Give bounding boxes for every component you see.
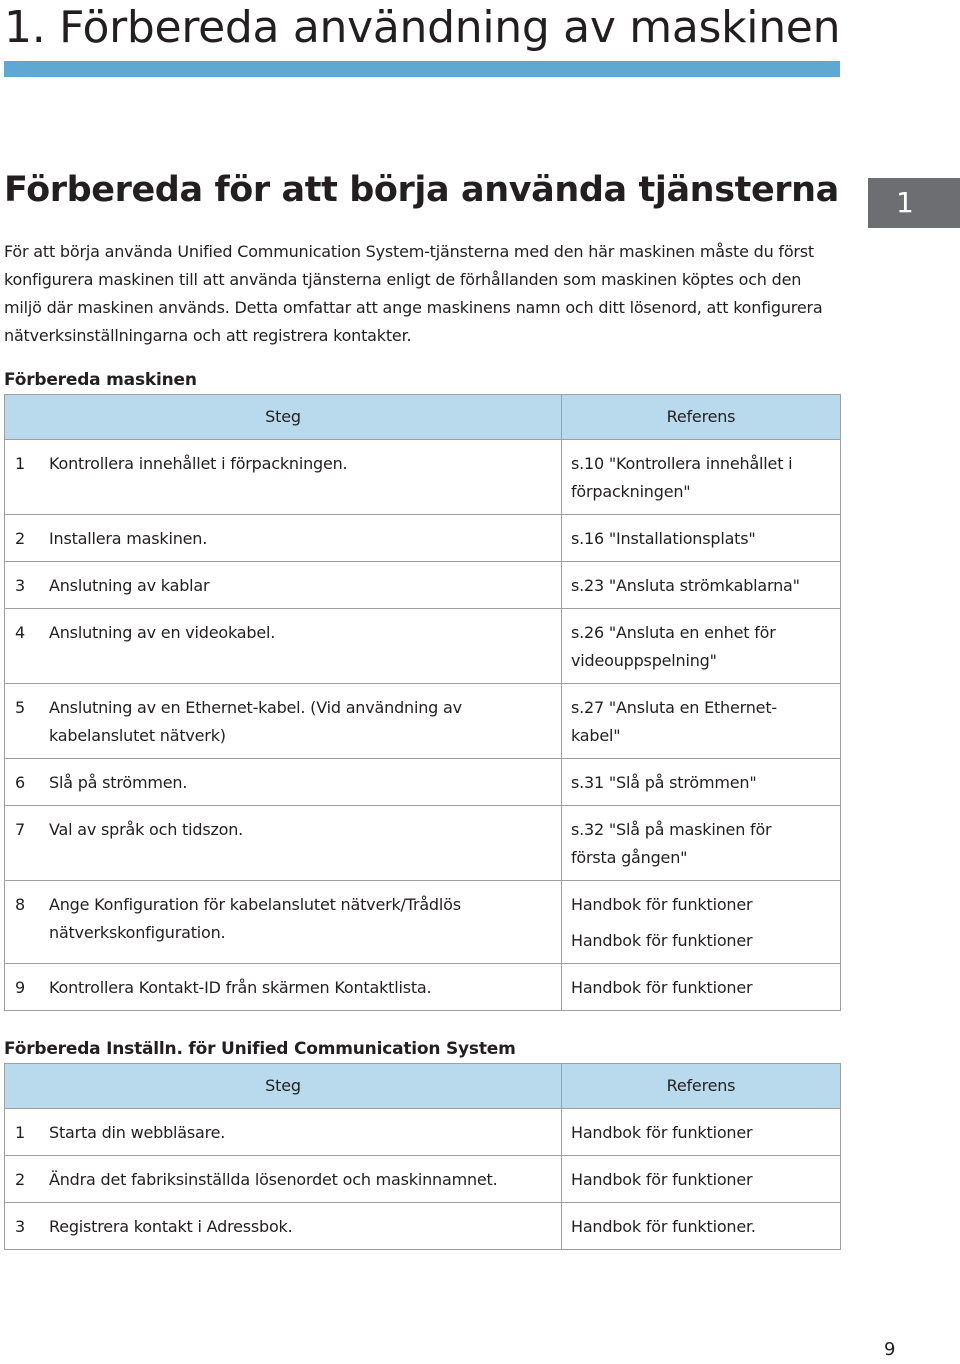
step-number: 1: [15, 454, 25, 473]
reference-link[interactable]: Handbok för funktioner.: [571, 1217, 756, 1236]
prepare-machine-table: [4, 394, 841, 1011]
step-text: Kontrollera Kontakt-ID från skärmen Kontaktlista.: [49, 978, 432, 997]
reference-link[interactable]: Handbok för funktioner: [571, 931, 753, 950]
step-number: 6: [15, 773, 25, 792]
reference-link[interactable]: s.16 "Installationsplats": [571, 529, 756, 548]
step-number: 8: [15, 895, 25, 914]
reference-link[interactable]: s.31 "Slå på strömmen": [571, 773, 757, 792]
step-number: 2: [15, 1170, 25, 1189]
table-row: [5, 1203, 841, 1250]
step-number: 2: [15, 529, 25, 548]
column-header-reference: Referens: [562, 1064, 841, 1109]
step-number: 5: [15, 698, 25, 717]
column-header-reference: Referens: [562, 395, 841, 440]
table-row: [5, 806, 841, 881]
step-text: Anslutning av en videokabel.: [49, 623, 276, 642]
reference-link[interactable]: s.27 "Ansluta en Ethernet-kabel": [571, 698, 777, 745]
step-text: Registrera kontakt i Adressbok.: [49, 1217, 293, 1236]
prepare-ucs-settings-table: [4, 1063, 841, 1250]
intro-paragraph: För att börja använda Unified Communication System-tjänsterna med den här maskinen måste du först konfigurera maskinen till att använda tjänsterna enligt de förhållanden som maskinen köptes och den miljö där maskinen används. Detta omfattar att ange maskinens namn och ditt lösenord, att konfigurera nätverksinställningarna och att registrera kontakter.: [4, 242, 823, 345]
table-row: [5, 440, 841, 515]
column-header-step: Steg: [5, 395, 562, 440]
step-number: 9: [15, 978, 25, 997]
step-number: 4: [15, 623, 25, 642]
chapter-tab: 1: [868, 178, 960, 228]
step-number: 3: [15, 1217, 25, 1236]
reference-link[interactable]: Handbok för funktioner: [571, 1123, 753, 1142]
table1-heading: Förbereda maskinen: [4, 370, 197, 390]
section-title: Förbereda för att börja använda tjänsterna: [4, 170, 839, 210]
reference-link[interactable]: s.32 "Slå på maskinen för första gången": [571, 820, 772, 867]
table-row: [5, 1109, 841, 1156]
reference-link[interactable]: Handbok för funktioner: [571, 1170, 753, 1189]
step-number: 1: [15, 1123, 25, 1142]
table-row: [5, 684, 841, 759]
column-header-step: Steg: [5, 1064, 562, 1109]
chapter-title: 1. Förbereda användning av maskinen: [4, 2, 841, 53]
step-text: Ange Konfiguration för kabelanslutet nätverk/Trådlös nätverkskonfiguration.: [49, 895, 461, 942]
table-row: [5, 964, 841, 1011]
step-number: 3: [15, 576, 25, 595]
step-text: Kontrollera innehållet i förpackningen.: [49, 454, 348, 473]
reference-link[interactable]: s.23 "Ansluta strömkablarna": [571, 576, 800, 595]
step-number: 7: [15, 820, 25, 839]
reference-link[interactable]: s.26 "Ansluta en enhet för videouppspelning": [571, 623, 776, 670]
step-text: Slå på strömmen.: [49, 773, 188, 792]
reference-link[interactable]: s.10 "Kontrollera innehållet i förpackningen": [571, 454, 793, 501]
table-row: [5, 609, 841, 684]
reference-link[interactable]: Handbok för funktioner: [571, 895, 753, 914]
table2-heading: Förbereda Inställn. för Unified Communication System: [4, 1039, 516, 1059]
page-number: 9: [884, 1339, 896, 1360]
table-header-row: [5, 1064, 841, 1109]
table-row: [5, 759, 841, 806]
step-text: Ändra det fabriksinställda lösenordet och maskinnamnet.: [49, 1170, 498, 1189]
reference-link[interactable]: Handbok för funktioner: [571, 978, 753, 997]
table-row: [5, 881, 841, 964]
table-row: [5, 515, 841, 562]
table-row: [5, 1156, 841, 1203]
step-text: Anslutning av kablar: [49, 576, 210, 595]
chapter-title-bar: [4, 61, 840, 77]
step-text: Val av språk och tidszon.: [49, 820, 244, 839]
step-text: Anslutning av en Ethernet-kabel. (Vid användning av kabelanslutet nätverk): [49, 698, 462, 745]
step-text: Starta din webbläsare.: [49, 1123, 226, 1142]
table-row: [5, 562, 841, 609]
table-header-row: [5, 395, 841, 440]
step-text: Installera maskinen.: [49, 529, 208, 548]
